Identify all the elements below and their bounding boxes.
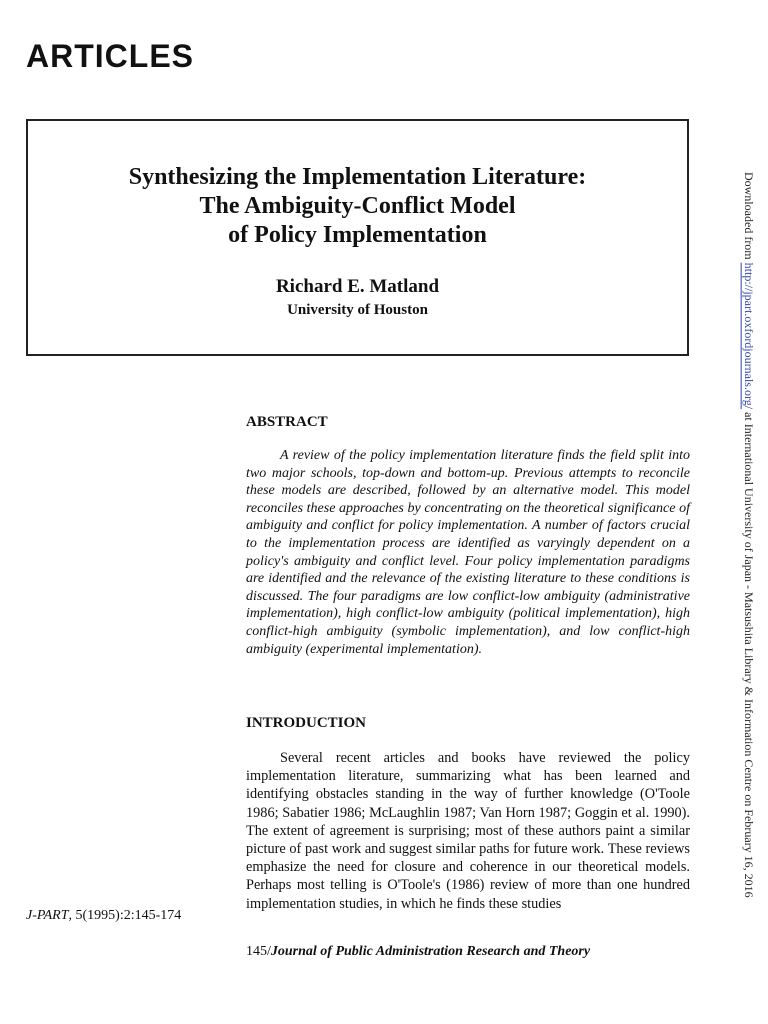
author-affiliation: University of Houston — [287, 302, 428, 318]
download-notice-suffix: at International University of Japan - Matsushita Library & Information Centre on February 16, 2016 — [742, 409, 756, 898]
article-title-line-3: of Policy Implementation — [228, 222, 487, 248]
article-title-line-2: The Ambiguity-Conflict Model — [199, 193, 516, 219]
abstract-heading: ABSTRACT — [246, 414, 328, 430]
download-notice-prefix: Downloaded from — [742, 172, 756, 263]
author-name: Richard E. Matland — [275, 276, 440, 297]
journal-citation — [26, 908, 181, 924]
download-link[interactable]: http://jpart.oxfordjournals.org/ — [742, 262, 756, 410]
download-notice — [742, 172, 756, 898]
section-heading: ARTICLES — [26, 38, 194, 74]
title-box — [26, 119, 689, 356]
introduction-heading: INTRODUCTION — [246, 715, 367, 731]
abstract-text: A review of the policy implementation literature finds the field split into two major schools, top-down and bottom-up. Previous attempts to reconcile these models are described, followed by an alternative model. This model reconciles these approaches by concentrating on the theoretical significance of ambiguity and conflict for policy implementation. A number of factors crucial to the implementation process are identified as varyingly dependent on a policy's ambiguity and conflict level. Four policy implementation paradigms are identified and the relevance of the existing literature to these conditions is discussed. The four paradigms are low conflict-low ambiguity (administrative implementation), high conflict-low ambiguity (political implementation), high conflict-high ambiguity (symbolic implementation), and low conflict-high ambiguity (experimental implementation). — [246, 448, 690, 657]
abstract-body — [246, 447, 690, 658]
journal-name: Journal of Public Administration Research and Theory — [270, 944, 591, 959]
introduction-text: Several recent articles and books have reviewed the policy implementation literature, summarizing what has been learned and identifying obstacles standing in the way of further knowledge (O'Toole 1986; Sabatier 1986; McLaughlin 1987; Van Horn 1987; Goggin et al. 1990). The extent of agreement is surprising; most of these authors paint a similar picture of past work and suggest similar paths for future work. These reviews emphasize the need for closure and coherence in our theoretical models. Perhaps most telling is O'Toole's (1986) review of more than one hundred implementation studies, in which he finds these studies — [246, 750, 690, 912]
page-footer — [246, 944, 590, 960]
article-title-line-1: Synthesizing the Implementation Literature: — [128, 164, 587, 190]
volume-pages: , 5(1995):2:145-174 — [68, 908, 182, 923]
introduction-body — [246, 749, 690, 913]
page-number: 145/ — [246, 944, 271, 959]
journal-abbreviation: J-PART — [26, 908, 69, 923]
article-title — [28, 163, 687, 250]
